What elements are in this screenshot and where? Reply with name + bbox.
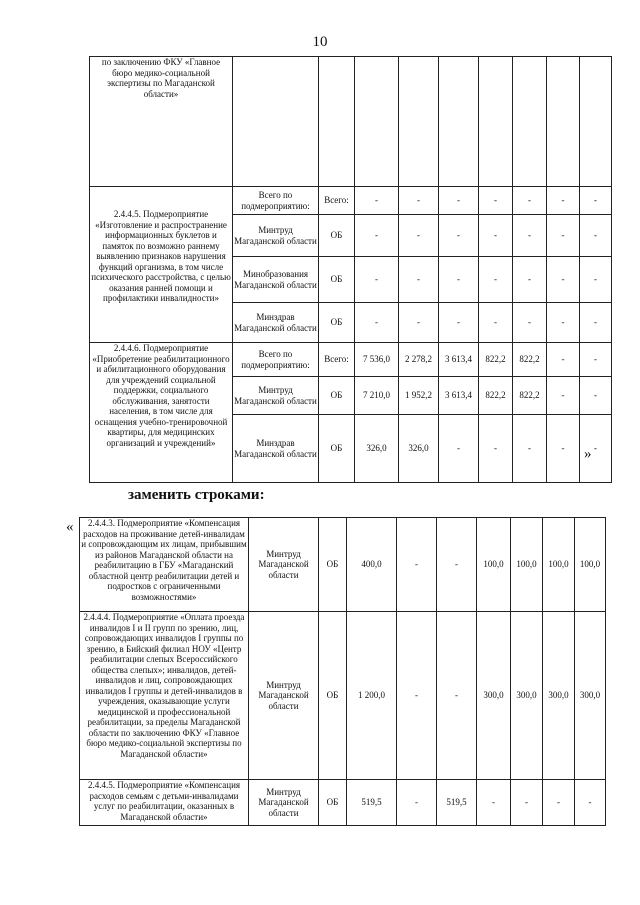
value-cell: - bbox=[355, 187, 399, 215]
value-cell: 400,0 bbox=[347, 518, 397, 612]
source-cell: ОБ bbox=[319, 215, 355, 257]
table-row bbox=[90, 343, 612, 377]
source-cell: ОБ bbox=[319, 377, 355, 415]
value-cell: 3 613,4 bbox=[439, 377, 479, 415]
closing-quote-mark: » bbox=[584, 446, 592, 462]
executor-cell: Минтруд Магаданской области bbox=[249, 612, 319, 780]
page-number: 10 bbox=[312, 34, 328, 50]
value-cell: 300,0 bbox=[477, 612, 511, 780]
value-cell: 3 613,4 bbox=[439, 343, 479, 377]
value-cell: - bbox=[513, 187, 547, 215]
value-cell: - bbox=[439, 303, 479, 343]
value-cell: - bbox=[479, 257, 513, 303]
executor-cell: Минтруд Магаданской области bbox=[249, 780, 319, 826]
value-cell: - bbox=[437, 612, 477, 780]
row-description: 2.4.4.6. Подмероприятие «Приобретение реабилитационного и абилитационного оборудования для учреждений социальной поддержки, социального обслуживания, занятости населения, в том числе для оснащения учебно-тренировочной квартиры, для медицинских организаций и учреждений» bbox=[90, 343, 233, 483]
value-cell: 7 536,0 bbox=[355, 343, 399, 377]
value-cell: 822,2 bbox=[479, 343, 513, 377]
value-cell: 822,2 bbox=[513, 343, 547, 377]
value-cell: - bbox=[580, 343, 612, 377]
value-cell: - bbox=[580, 303, 612, 343]
value-cell: 100,0 bbox=[477, 518, 511, 612]
value-cell: 326,0 bbox=[399, 415, 439, 483]
value-cell: - bbox=[399, 303, 439, 343]
row-description: 2.4.4.5. Подмероприятие «Компенсация расходов семьям с детьми-инвалидами услуг по реабилитации, оказанных в Магаданской области» bbox=[80, 780, 249, 826]
table-row bbox=[80, 780, 606, 826]
source-cell: ОБ bbox=[319, 257, 355, 303]
opening-quote-mark: « bbox=[66, 519, 74, 535]
value-cell: - bbox=[575, 780, 606, 826]
value-cell: 822,2 bbox=[479, 377, 513, 415]
source-cell: ОБ bbox=[319, 780, 347, 826]
value-cell: - bbox=[543, 780, 575, 826]
executor-cell: Минтруд Магаданской области bbox=[249, 518, 319, 612]
table-row bbox=[90, 57, 612, 187]
executor-cell: Всего по подмероприятию: bbox=[233, 187, 319, 215]
executor-cell: Всего по подмероприятию: bbox=[233, 343, 319, 377]
row-description: 2.4.4.4. Подмероприятие «Оплата проезда инвалидов I и II групп по зрению, лиц, сопровождающих инвалидов I группы по зрению, в Бийский филиал НОУ «Центр реабилитации слепых Всероссийского общества слепых»; инвалидов, детей-инвалидов и лиц, сопровождающих инвалидов I группы и детей-инвалидов в учреждения, оказывающие услуги медицинской и профессиональной реабилитации, за пределы Магаданской области по заключению ФКУ «Главное бюро медико-социальной экспертизы по Магаданской области» bbox=[80, 612, 249, 780]
value-cell: - bbox=[547, 415, 580, 483]
row-description: 2.4.4.5. Подмероприятие «Изготовление и распространение информационных буклетов и памяток по возможно раннему выявлению признаков нарушения функций организма, в том числе психического расстройства, с целью оказания ранней помощи и профилактики инвалидности» bbox=[90, 187, 233, 343]
source-cell: ОБ bbox=[319, 303, 355, 343]
source-cell: ОБ bbox=[319, 415, 355, 483]
executor-cell: Минздрав Магаданской области bbox=[233, 415, 319, 483]
value-cell: - bbox=[355, 257, 399, 303]
value-cell: 326,0 bbox=[355, 415, 399, 483]
value-cell: 822,2 bbox=[513, 377, 547, 415]
value-cell: - bbox=[547, 377, 580, 415]
row-description: 2.4.4.3. Подмероприятие «Компенсация расходов на проживание детей-инвалидам и сопровождающим их лицам, прибывшим из районов Магаданской области на реабилитацию в ГБУ «Магаданский областной центр реабилитации детей и подростков с ограниченными возможностями» bbox=[80, 518, 249, 612]
value-cell: - bbox=[479, 215, 513, 257]
value-cell: 519,5 bbox=[437, 780, 477, 826]
value-cell: - bbox=[513, 415, 547, 483]
value-cell: - bbox=[355, 215, 399, 257]
value-cell: - bbox=[397, 518, 437, 612]
value-cell: - bbox=[399, 187, 439, 215]
value-cell: - bbox=[547, 215, 580, 257]
value-cell: - bbox=[580, 187, 612, 215]
value-cell: - bbox=[513, 303, 547, 343]
value-cell: - bbox=[547, 343, 580, 377]
value-cell: - bbox=[580, 415, 612, 483]
value-cell: - bbox=[397, 780, 437, 826]
value-cell: 300,0 bbox=[575, 612, 606, 780]
value-cell: 100,0 bbox=[543, 518, 575, 612]
executor-cell: Минобразования Магаданской области bbox=[233, 257, 319, 303]
value-cell: - bbox=[547, 257, 580, 303]
table-replacement-rows bbox=[79, 517, 606, 826]
source-cell: ОБ bbox=[319, 518, 347, 612]
value-cell: - bbox=[513, 215, 547, 257]
source-cell: Всего: bbox=[319, 343, 355, 377]
value-cell: - bbox=[437, 518, 477, 612]
value-cell: 100,0 bbox=[511, 518, 543, 612]
value-cell: 7 210,0 bbox=[355, 377, 399, 415]
value-cell: - bbox=[580, 257, 612, 303]
value-cell: - bbox=[439, 257, 479, 303]
value-cell: - bbox=[355, 303, 399, 343]
value-cell: 519,5 bbox=[347, 780, 397, 826]
replacement-caption: заменить строками: bbox=[128, 487, 265, 503]
value-cell: 300,0 bbox=[511, 612, 543, 780]
table-row bbox=[90, 187, 612, 215]
value-cell: - bbox=[397, 612, 437, 780]
source-cell: ОБ bbox=[319, 612, 347, 780]
executor-cell: Минздрав Магаданской области bbox=[233, 303, 319, 343]
executor-cell: Минтруд Магаданской области bbox=[233, 377, 319, 415]
value-cell: - bbox=[477, 780, 511, 826]
table-original-rows bbox=[89, 56, 612, 483]
row-description: по заключению ФКУ «Главное бюро медико-социальной экспертизы по Магаданской области» bbox=[90, 57, 233, 187]
value-cell: 1 200,0 bbox=[347, 612, 397, 780]
table-row bbox=[80, 612, 606, 780]
value-cell: - bbox=[439, 187, 479, 215]
value-cell: - bbox=[580, 215, 612, 257]
value-cell: - bbox=[399, 215, 439, 257]
table-row bbox=[80, 518, 606, 612]
value-cell: - bbox=[439, 215, 479, 257]
value-cell: - bbox=[439, 415, 479, 483]
value-cell: - bbox=[580, 377, 612, 415]
value-cell: - bbox=[511, 780, 543, 826]
value-cell: 300,0 bbox=[543, 612, 575, 780]
value-cell: 1 952,2 bbox=[399, 377, 439, 415]
executor-cell: Минтруд Магаданской области bbox=[233, 215, 319, 257]
value-cell: - bbox=[547, 187, 580, 215]
value-cell: - bbox=[513, 257, 547, 303]
value-cell: - bbox=[547, 303, 580, 343]
value-cell: - bbox=[479, 415, 513, 483]
value-cell: - bbox=[399, 257, 439, 303]
value-cell: - bbox=[479, 303, 513, 343]
value-cell: 100,0 bbox=[575, 518, 606, 612]
value-cell: 2 278,2 bbox=[399, 343, 439, 377]
value-cell: - bbox=[479, 187, 513, 215]
source-cell: Всего: bbox=[319, 187, 355, 215]
